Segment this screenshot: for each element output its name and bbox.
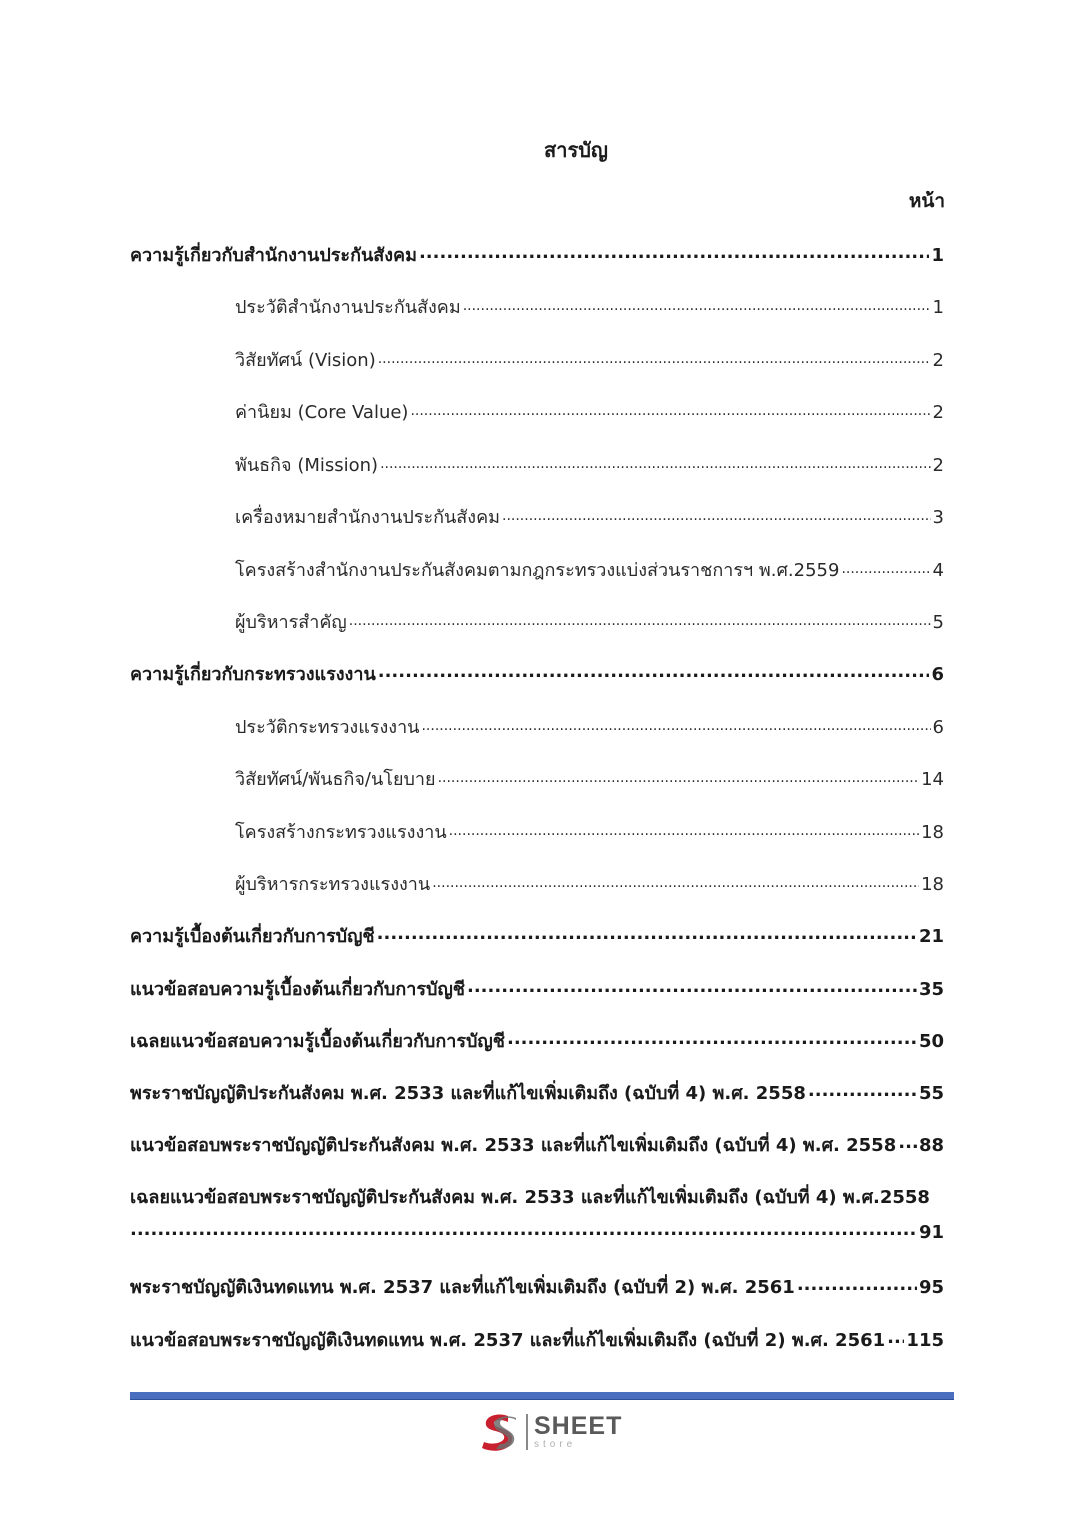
toc-entry-label: แนวข้อสอบพระราชบัญญัติประกันสังคม พ.ศ. 2533 และที่แก้ไขเพิ่มเติมถึง (ฉบับที่ 4) พ.ศ. 2558 [130,1135,897,1156]
toc-subentry[interactable] [235,397,944,427]
toc-entry[interactable] [130,974,944,1004]
toc-entry-page: 18 [921,874,944,895]
sheet-store-logo-icon [478,1410,522,1454]
toc-entry-label: แนวข้อสอบพระราชบัญญัติเงินทดแทน พ.ศ. 2537 และที่แก้ไขเพิ่มเติมถึง (ฉบับที่ 2) พ.ศ. 2561 [130,1330,886,1351]
dot-leader [507,1029,917,1047]
toc-entry[interactable] [130,1182,944,1250]
toc-title: สารบัญ [544,138,608,162]
toc-entry-page: 6 [932,717,944,738]
toc-entry[interactable] [130,1130,944,1160]
dot-leader [421,715,930,733]
toc-entry[interactable] [130,921,944,951]
dot-leader [410,400,930,418]
brand-sub: store [534,1439,577,1450]
toc-subentry[interactable] [235,292,944,322]
toc-entry-label: ความรู้เกี่ยวกับกระทรวงแรงงาน [130,664,376,685]
toc-entry-page: 14 [921,769,944,790]
dot-leader [349,610,931,628]
toc-entry-page: 2 [932,350,944,371]
toc-entry-label: แนวข้อสอบความรู้เบื้องต้นเกี่ยวกับการบัญชี [130,979,465,1000]
toc-entry-page: 55 [918,1083,944,1104]
toc-entry-page: 21 [918,926,944,947]
dot-leader [378,348,931,366]
toc-entry-page: 95 [918,1277,944,1298]
toc-entry-label: ค่านิยม (Core Value) [235,402,409,423]
dot-leader [887,1328,904,1346]
toc-entry-label: โครงสร้างสำนักงานประกันสังคมตามกฎกระทรวงแบ่งส่วนราชการฯ พ.ศ.2559 [235,560,840,581]
toc-entry-label: วิสัยทัศน์/พันธกิจ/นโยบาย [235,769,436,790]
toc-entry-page: 91 [918,1222,944,1243]
brand-name: SHEET [534,1412,623,1440]
dot-leader [380,453,930,471]
toc-entry-page: 6 [931,664,944,685]
logo-divider [526,1414,528,1450]
toc-entry[interactable] [130,659,944,689]
toc-entry[interactable] [130,1272,944,1302]
toc-entry-page: 4 [932,560,944,581]
toc-subentry[interactable] [235,450,944,480]
toc-entry-label: พระราชบัญญัติเงินทดแทน พ.ศ. 2537 และที่แก้ไขเพิ่มเติมถึง (ฉบับที่ 2) พ.ศ. 2561 [130,1277,795,1298]
toc-entry-page: 5 [932,612,944,633]
toc-entry-page: 35 [918,979,944,1000]
toc-entry-label: พันธกิจ (Mission) [235,455,379,476]
toc-entry-page: 2 [932,402,944,423]
dot-leader [377,924,917,942]
toc-entry-label: ประวัติสำนักงานประกันสังคม [235,297,461,318]
dot-leader [130,1220,917,1238]
toc-entry-page: 2 [932,455,944,476]
toc-entry-label: เฉลยแนวข้อสอบพระราชบัญญัติประกันสังคม พ.ศ. 2533 และที่แก้ไขเพิ่มเติมถึง (ฉบับที่ 4) พ.ศ.2558 [130,1187,930,1208]
toc-entry[interactable] [130,1026,944,1056]
toc-entry-label: ความรู้เบื้องต้นเกี่ยวกับการบัญชี [130,926,375,947]
dot-leader [797,1275,917,1293]
dot-leader [449,820,919,838]
toc-entry-label: ความรู้เกี่ยวกับสำนักงานประกันสังคม [130,245,417,266]
toc-subentry[interactable] [235,502,944,532]
logo-text [534,1414,622,1450]
toc-entry-page: 50 [918,1031,944,1052]
toc-entry-page: 1 [932,297,944,318]
toc-subentry[interactable] [235,555,944,585]
toc-entry-page: 115 [906,1330,944,1351]
dot-leader [463,295,931,313]
dot-leader [502,505,931,523]
toc-entry-label: เครื่องหมายสำนักงานประกันสังคม [235,507,500,528]
footer-divider-bar [130,1392,954,1400]
toc-entry-label: ผู้บริหารกระทรวงแรงงาน [235,874,431,895]
toc-entry-label: โครงสร้างกระทรวงแรงงาน [235,822,447,843]
toc-entry-page: 3 [932,507,944,528]
toc-entry-label: เฉลยแนวข้อสอบความรู้เบื้องต้นเกี่ยวกับการบัญชี [130,1031,505,1052]
toc-entry[interactable] [130,240,944,270]
toc-entry[interactable] [130,1078,944,1108]
toc-entry[interactable] [130,1325,944,1355]
toc-subentry[interactable] [235,712,944,742]
toc-entry-page: 18 [921,822,944,843]
toc-subentry[interactable] [235,869,944,899]
toc-subentry[interactable] [235,817,944,847]
dot-leader [378,662,930,680]
dot-leader [432,872,919,890]
sheet-store-logo [478,1410,622,1454]
toc-entry-label: วิสัยทัศน์ (Vision) [235,350,376,371]
page-column-header: หน้า [908,190,945,212]
dot-leader [898,1133,917,1151]
dot-leader [467,977,917,995]
toc-subentry[interactable] [235,607,944,637]
toc-subentry[interactable] [235,764,944,794]
dot-leader [419,243,930,261]
dot-leader [841,558,930,576]
toc-entry-page: 88 [918,1135,944,1156]
toc-entry-label: ผู้บริหารสำคัญ [235,612,347,633]
dot-leader [808,1081,917,1099]
toc-entry-label: ประวัติกระทรวงแรงงาน [235,717,420,738]
toc-entry-label: พระราชบัญญัติประกันสังคม พ.ศ. 2533 และที่แก้ไขเพิ่มเติมถึง (ฉบับที่ 4) พ.ศ. 2558 [130,1083,806,1104]
dot-leader [438,767,920,785]
toc-entry-page: 1 [931,245,944,266]
toc-subentry[interactable] [235,345,944,375]
